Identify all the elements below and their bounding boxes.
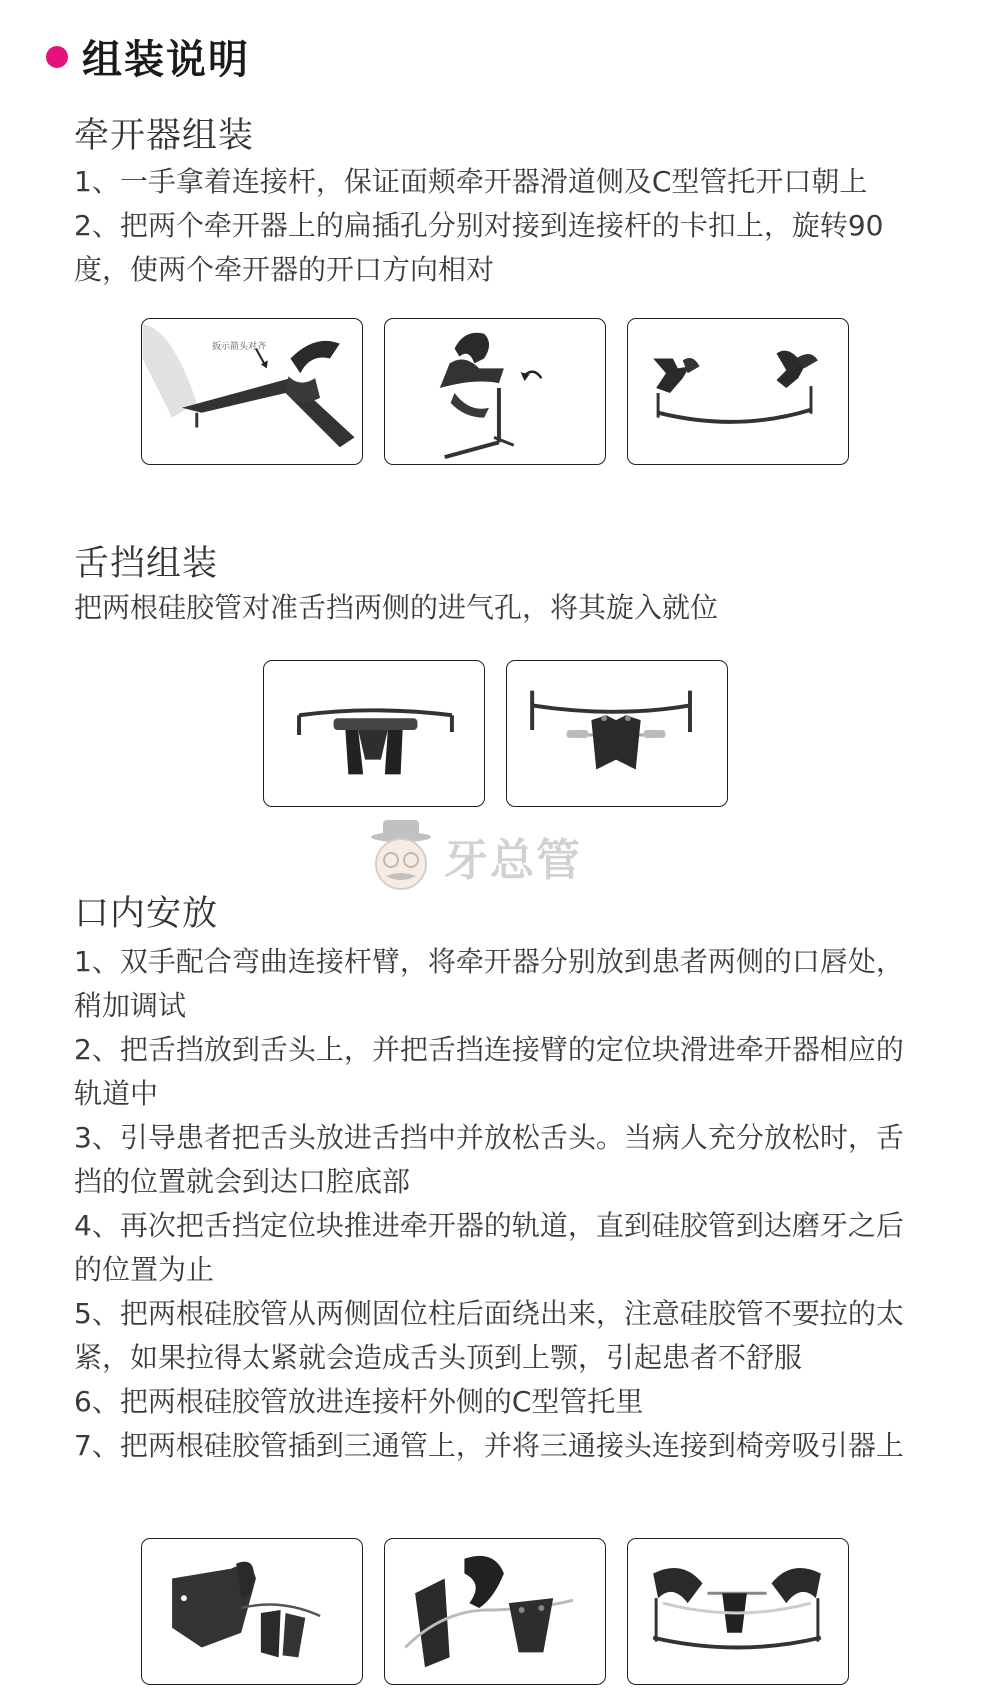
section-heading-tongue-guard: 舌挡组装 (74, 544, 219, 584)
section-heading-retractor: 牵开器组装 (74, 116, 255, 156)
placement-complete-image (628, 1539, 848, 1684)
paragraph: 5、把两根硅胶管从两侧固位柱后面绕出来，注意硅胶管不要拉的太紧，如果拉得太紧就会造成舌头顶到上颚，引起患者不舒服 (74, 1297, 904, 1374)
photo-row-tongue-guard (263, 660, 728, 807)
photo-tongue-guard-step-2 (506, 660, 728, 807)
photo-retractor-step-2 (384, 318, 606, 465)
retractor-assembled-image (628, 319, 848, 464)
paragraph: 2、把两个牵开器上的扁插孔分别对接到连接杆的卡扣上，旋转90度，使两个牵开器的开口方向相对 (74, 209, 884, 286)
paragraph: 1、一手拿着连接杆，保证面颊牵开器滑道侧及C型管托开口朝上 (74, 165, 868, 198)
photo-annotation: 扳示箭头对齐 (212, 342, 267, 352)
paragraph: 7、把两根硅胶管插到三通管上，并将三通接头连接到椅旁吸引器上 (74, 1429, 904, 1462)
photo-retractor-step-3 (627, 318, 849, 465)
photo-placement-step-3 (627, 1538, 849, 1685)
photo-retractor-step-1 (141, 318, 363, 465)
tongue-guard-tubes-image (507, 661, 727, 806)
watermark (366, 818, 582, 894)
section-text-tongue-guard (74, 586, 924, 630)
paragraph: 2、把舌挡放到舌头上，并把舌挡连接臂的定位块滑进牵开器相应的轨道中 (74, 1033, 904, 1110)
section-text-placement (74, 940, 924, 1468)
photo-tongue-guard-step-1 (263, 660, 485, 807)
watermark-text: 牙总管 (444, 835, 582, 886)
photo-placement-step-1 (141, 1538, 363, 1685)
paragraph: 3、引导患者把舌头放进舌挡中并放松舌头。当病人充分放松时，舌挡的位置就会到达口腔底部 (74, 1121, 904, 1198)
mascot-icon (366, 818, 436, 894)
tongue-guard-image (264, 661, 484, 806)
paragraph: 1、双手配合弯曲连接杆臂，将牵开器分别放到患者两侧的口唇处，稍加调试 (74, 945, 904, 1022)
photo-row-retractor (141, 318, 849, 465)
photo-placement-step-2 (384, 1538, 606, 1685)
paragraph: 把两根硅胶管对准舌挡两侧的进气孔，将其旋入就位 (74, 591, 719, 624)
bullet-dot-icon (46, 46, 68, 68)
photo-row-placement (141, 1538, 849, 1685)
placement-side-image (142, 1539, 362, 1684)
page-title (46, 28, 250, 85)
paragraph: 6、把两根硅胶管放进连接杆外侧的C型管托里 (74, 1385, 644, 1418)
section-heading-placement: 口内安放 (74, 894, 219, 934)
paragraph: 4、再次把舌挡定位块推进牵开器的轨道，直到硅胶管到达磨牙之后的位置为止 (74, 1209, 904, 1286)
placement-tongue-image (385, 1539, 605, 1684)
page-title-text: 组装说明 (82, 37, 250, 83)
section-text-retractor (74, 160, 924, 292)
retractor-rotate-image (385, 319, 605, 464)
